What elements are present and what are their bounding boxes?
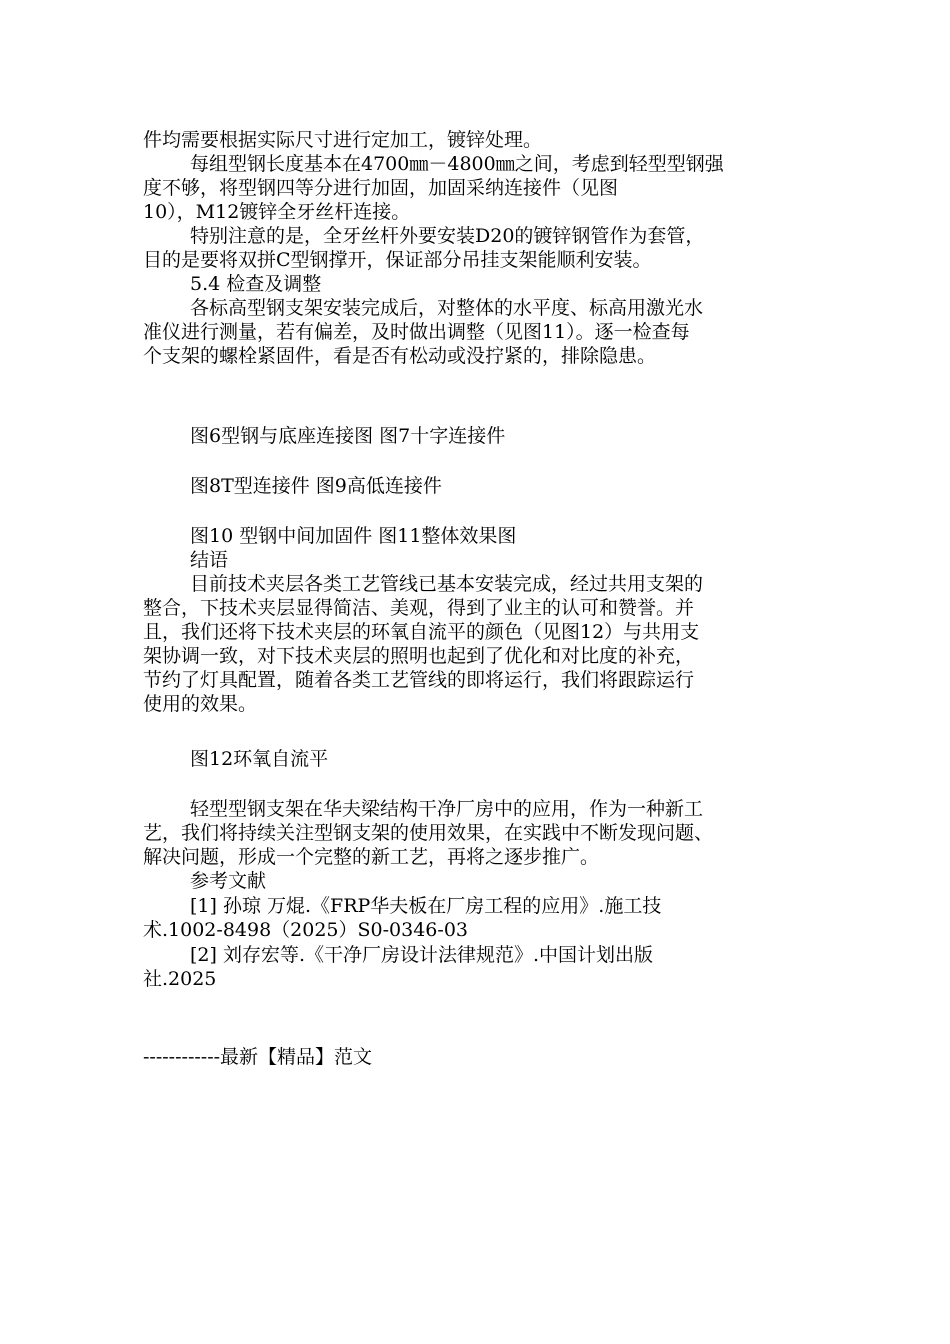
paragraph-line: 整合，下技术夹层显得简洁、美观，得到了业主的认可和赞誉。并 (143, 597, 695, 619)
paragraph-line: 架协调一致，对下技术夹层的照明也起到了优化和对比度的补充， (143, 645, 695, 667)
reference-item: 社.2025 (143, 968, 217, 990)
paragraph-line: 每组型钢长度基本在4700㎜－4800㎜之间，考虑到轻型型钢强 (190, 153, 724, 175)
paragraph-line: 准仪进行测量，若有偏差，及时做出调整（见图11）。逐一检查每 (143, 321, 690, 343)
paragraph-line: 度不够，将型钢四等分进行加固，加固采纳连接件（见图 (143, 177, 619, 199)
paragraph-line: 各标高型钢支架安装完成后，对整体的水平度、标高用激光水 (190, 297, 704, 319)
paragraph-line: 个支架的螺栓紧固件，看是否有松动或没拧紧的，排除隐患。 (143, 345, 657, 367)
paragraph-line: 解决问题，形成一个完整的新工艺，再将之逐步推广。 (143, 846, 600, 868)
reference-item: [2] 刘存宏等.《干净厂房设计法律规范》.中国计划出版 (190, 944, 654, 966)
section-heading: 5.4 检查及调整 (190, 273, 322, 295)
figure-caption: 图6型钢与底座连接图 图7十字连接件 (190, 425, 506, 447)
paragraph-line: 且，我们还将下技术夹层的环氧自流平的颜色（见图12）与共用支 (143, 621, 700, 643)
paragraph-line: 艺，我们将持续关注型钢支架的使用效果，在实践中不断发现问题、 (143, 822, 714, 844)
section-heading: 参考文献 (190, 870, 267, 892)
reference-item: 术.1002-8498（2025）S0-0346-03 (143, 919, 468, 941)
paragraph-line: 件均需要根据实际尺寸进行定加工，镀锌处理。 (143, 129, 543, 151)
paragraph-line: 目前技术夹层各类工艺管线已基本安装完成，经过共用支架的 (190, 573, 704, 595)
footer-text: ------------最新【精品】范文 (143, 1046, 373, 1068)
paragraph-line: 特别注意的是，全牙丝杆外要安装D20的镀锌钢管作为套管， (190, 225, 705, 247)
figure-caption: 图12环氧自流平 (190, 748, 329, 770)
section-heading: 结语 (190, 549, 229, 571)
paragraph-line: 节约了灯具配置，随着各类工艺管线的即将运行，我们将跟踪运行 (143, 669, 695, 691)
paragraph-line: 目的是要将双拼C型钢撑开，保证部分吊挂支架能顺利安装。 (143, 249, 652, 271)
paragraph-line: 使用的效果。 (143, 693, 258, 715)
paragraph-line: 10），M12镀锌全牙丝杆连接。 (143, 201, 411, 223)
figure-caption: 图10 型钢中间加固件 图11整体效果图 (190, 525, 517, 547)
reference-item: [1] 孙琼 万焜.《FRP华夫板在厂房工程的应用》.施工技 (190, 895, 662, 917)
figure-caption: 图8T型连接件 图9高低连接件 (190, 475, 442, 497)
paragraph-line: 轻型型钢支架在华夫梁结构干净厂房中的应用，作为一种新工 (190, 798, 704, 820)
